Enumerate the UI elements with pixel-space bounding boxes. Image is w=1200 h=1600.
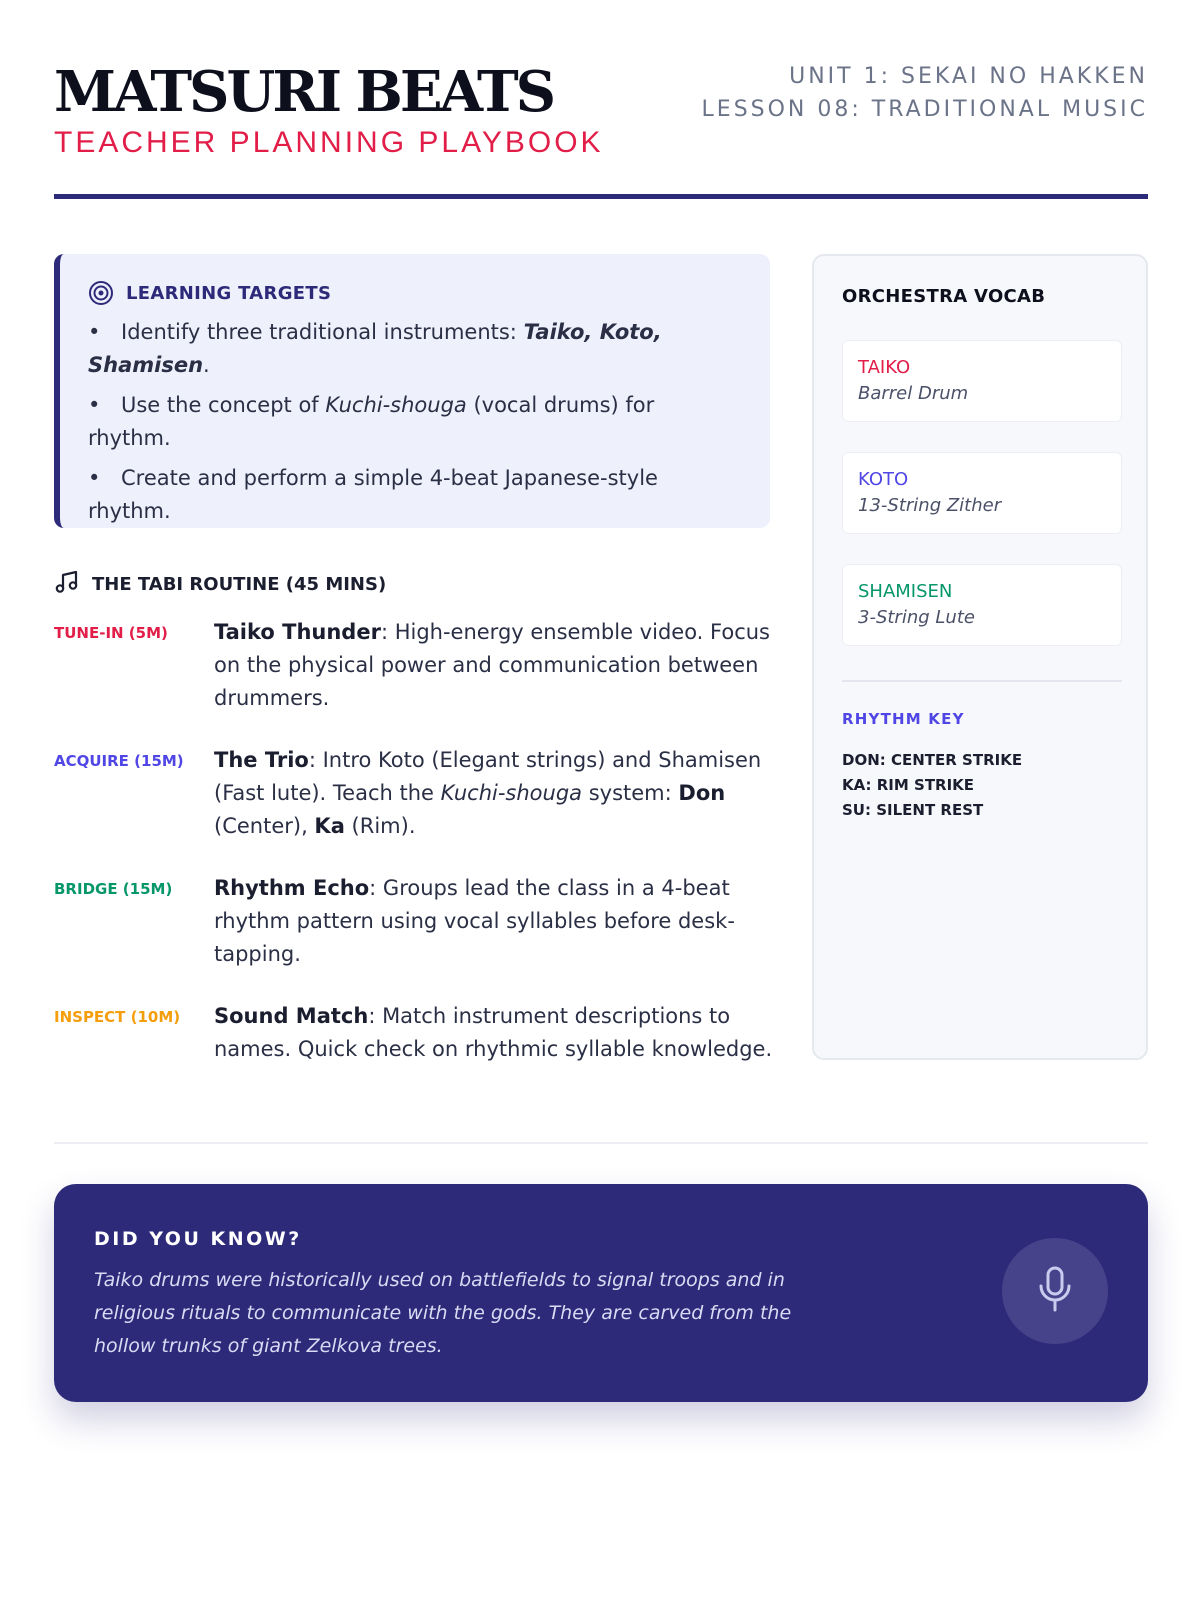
list-item: KA: RIM STRIKE: [842, 776, 975, 794]
vocab-card-shamisen: [842, 564, 1122, 646]
step-tag: TUNE-IN (5M): [54, 624, 168, 642]
routine-title: THE TABI ROUTINE (45 MINS): [92, 573, 387, 595]
list-item: • Use the concept of Kuchi-shouga (vocal drums) for rhythm.: [88, 393, 655, 450]
lesson-label: LESSON 08: TRADITIONAL MUSIC: [701, 97, 1148, 122]
step-description: The Trio: Intro Koto (Elegant strings) and Shamisen (Fast lute). Teach the Kuchi-shouga system: Don (Center), Ka (Rim).: [214, 748, 762, 838]
vocab-term: TAIKO: [858, 357, 911, 378]
vocab-card-koto: [842, 452, 1122, 534]
step-description: Rhythm Echo: Groups lead the class in a 4-beat rhythm pattern using vocal syllables before desk-tapping.: [214, 876, 735, 966]
step-tag: INSPECT (10M): [54, 1008, 181, 1026]
list-item: DON: CENTER STRIKE: [842, 751, 1023, 769]
rhythm-key-list: [842, 748, 1022, 823]
vocab-definition: Barrel Drum: [858, 383, 969, 404]
unit-label: UNIT 1: SEKAI NO HAKKEN: [789, 64, 1148, 89]
page-header: [54, 60, 1148, 200]
header-divider: [54, 194, 1148, 199]
step-tag: BRIDGE (15M): [54, 880, 173, 898]
did-you-know-card: [54, 1184, 1148, 1402]
vocab-definition: 3-String Lute: [858, 607, 975, 628]
vocab-card-taiko: [842, 340, 1122, 422]
microphone-button[interactable]: [1002, 1238, 1108, 1344]
learning-targets-title: LEARNING TARGETS: [126, 282, 332, 304]
learning-targets-panel: [54, 254, 770, 528]
step-tag: ACQUIRE (15M): [54, 752, 184, 770]
vocab-term: SHAMISEN: [858, 581, 953, 602]
list-item: • Create and perform a simple 4-beat Japanese-style rhythm.: [88, 466, 658, 523]
step-description: Taiko Thunder: High-energy ensemble video. Focus on the physical power and communication between drummers.: [214, 620, 771, 710]
microphone-icon: [1035, 1265, 1075, 1317]
did-you-know-title: DID YOU KNOW?: [94, 1228, 302, 1250]
music-note-icon: [54, 569, 80, 599]
did-you-know-text: Taiko drums were historically used on battlefields to signal troops and in religious rituals to communicate with the gods. They are carved from the hollow trunks of giant Zelkova trees.: [94, 1269, 792, 1357]
unit-lesson-info: [702, 60, 1148, 126]
page-subtitle: TEACHER PLANNING PLAYBOOK: [54, 126, 604, 159]
rhythm-key-title: RHYTHM KEY: [842, 710, 965, 728]
target-icon: [88, 280, 114, 306]
list-item: • Identify three traditional instruments: Taiko, Koto, Shamisen.: [88, 320, 662, 377]
vocab-definition: 13-String Zither: [858, 495, 1002, 516]
routine-header: [54, 569, 386, 599]
list-item: SU: SILENT REST: [842, 801, 984, 819]
vocab-term: KOTO: [858, 469, 909, 490]
page-title: MATSURI BEATS: [54, 59, 554, 125]
step-description: Sound Match: Match instrument descriptions to names. Quick check on rhythmic syllable knowledge.: [214, 1004, 773, 1061]
vocab-divider: [842, 680, 1122, 682]
vocab-title: ORCHESTRA VOCAB: [842, 286, 1046, 307]
learning-targets-list: [88, 316, 742, 528]
learning-targets-header: [88, 280, 742, 306]
orchestra-vocab-panel: [812, 254, 1148, 1060]
section-divider: [54, 1142, 1148, 1144]
